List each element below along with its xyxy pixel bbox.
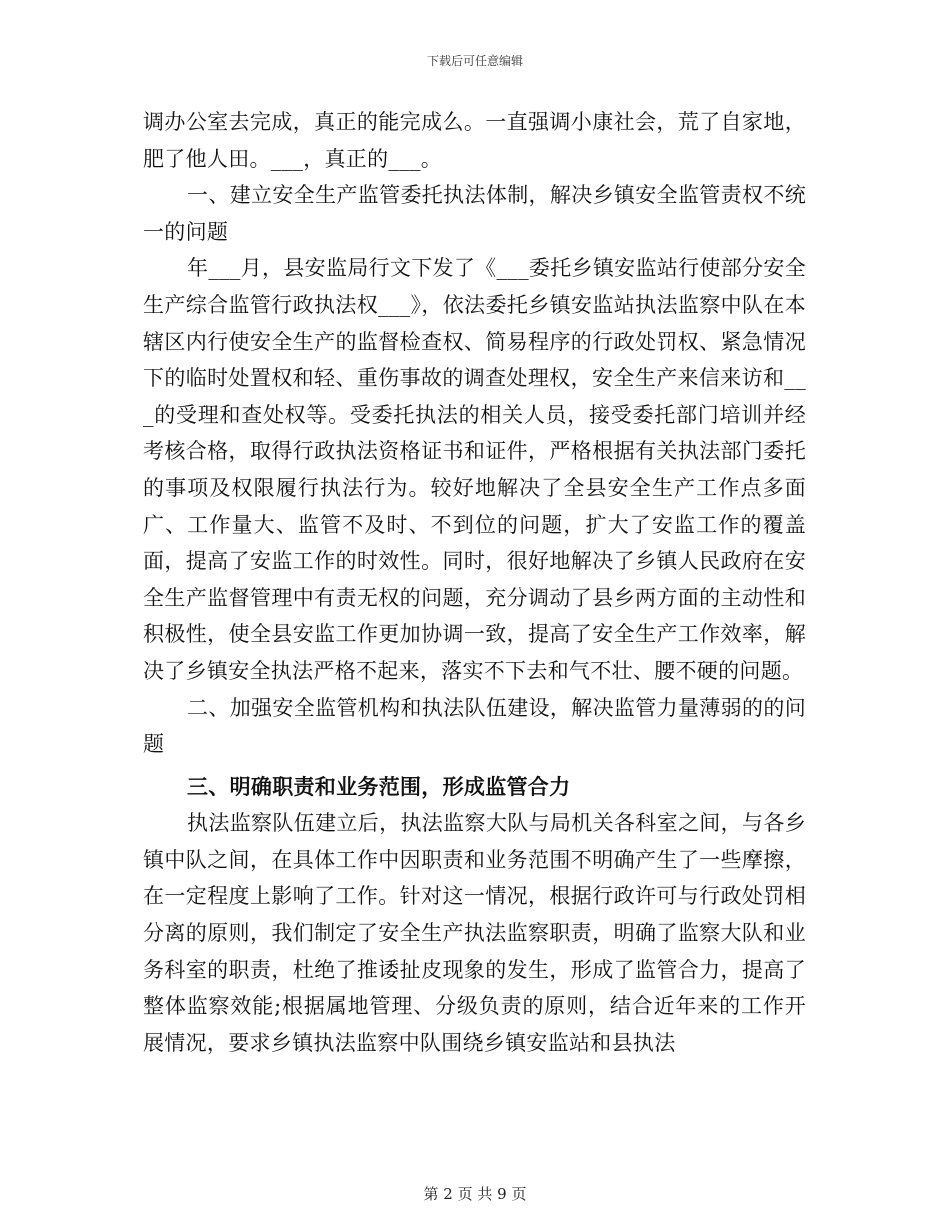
page-number: 第 2 页 共 9 页 <box>423 1185 527 1203</box>
body-paragraph: 执法监察队伍建立后，执法监察大队与局机关各科室之间，与各乡镇中队之间，在具体工作中因职责和业务范围不明确产生了一些摩擦，在一定程度上影响了工作。针对这一情况，根据行政许可与行政处罚相分离的原则，我们制定了安全生产执法监察职责，明确了监察大队和业务科室的职责，杜绝了推诿扯皮现象的发生，形成了监管合力，提高了整体监察效能;根据属地管理、分级负责的原则，结合近年来的工作开展情况，要求乡镇执法监察中队围绕乡镇安监站和县执法 <box>143 811 806 1055</box>
section-heading-3: 三、明确职责和业务范围，形成监管合力 <box>187 773 571 799</box>
body-paragraph: 年___月，县安监局行文下发了《___委托乡镇安监站行使部分安全生产综合监管行政执法权___》，依法委托乡镇安监站执法监察中队在本辖区内行使安全生产的监督检查权、简易程序的行政处罚权、紧急情况下的临时处置权和轻、重伤事故的调查处理权，安全生产来信来访和___的受理和查处权等。受委托执法的相关人员，接受委托部门培训并经考核合格，取得行政执法资格证书和证件，严格根据有关执法部门委托的事项及权限履行执法行为。较好地解决了全县安全生产工作点多面广、工作量大、监管不及时、不到位的问题，扩大了安监工作的覆盖面，提高了安监工作的时效性。同时，很好地解决了乡镇人民政府在安全生产监督管理中有责无权的问题，充分调动了县乡两方面的主动性和积极性，使全县安监工作更加协调一致，提高了安全生产工作效率，解决了乡镇安全执法严格不起来，落实不下去和气不壮、腰不硬的问题。 <box>143 256 806 683</box>
body-paragraph-continuation: 调办公室去完成，真正的能完成么。一直强调小康社会，荒了自家地，肥了他人田。___，真正的___。 <box>143 110 806 171</box>
page-header: 下载后可任意编辑 <box>426 54 523 68</box>
document-body <box>143 104 806 1061</box>
section-heading-1: 一、建立安全生产监管委托执法体制，解决乡镇安全监管责权不统一的问题 <box>143 183 806 244</box>
section-heading-2: 二、加强安全监管机构和执法队伍建设，解决监管力量薄弱的的问题 <box>143 695 806 757</box>
